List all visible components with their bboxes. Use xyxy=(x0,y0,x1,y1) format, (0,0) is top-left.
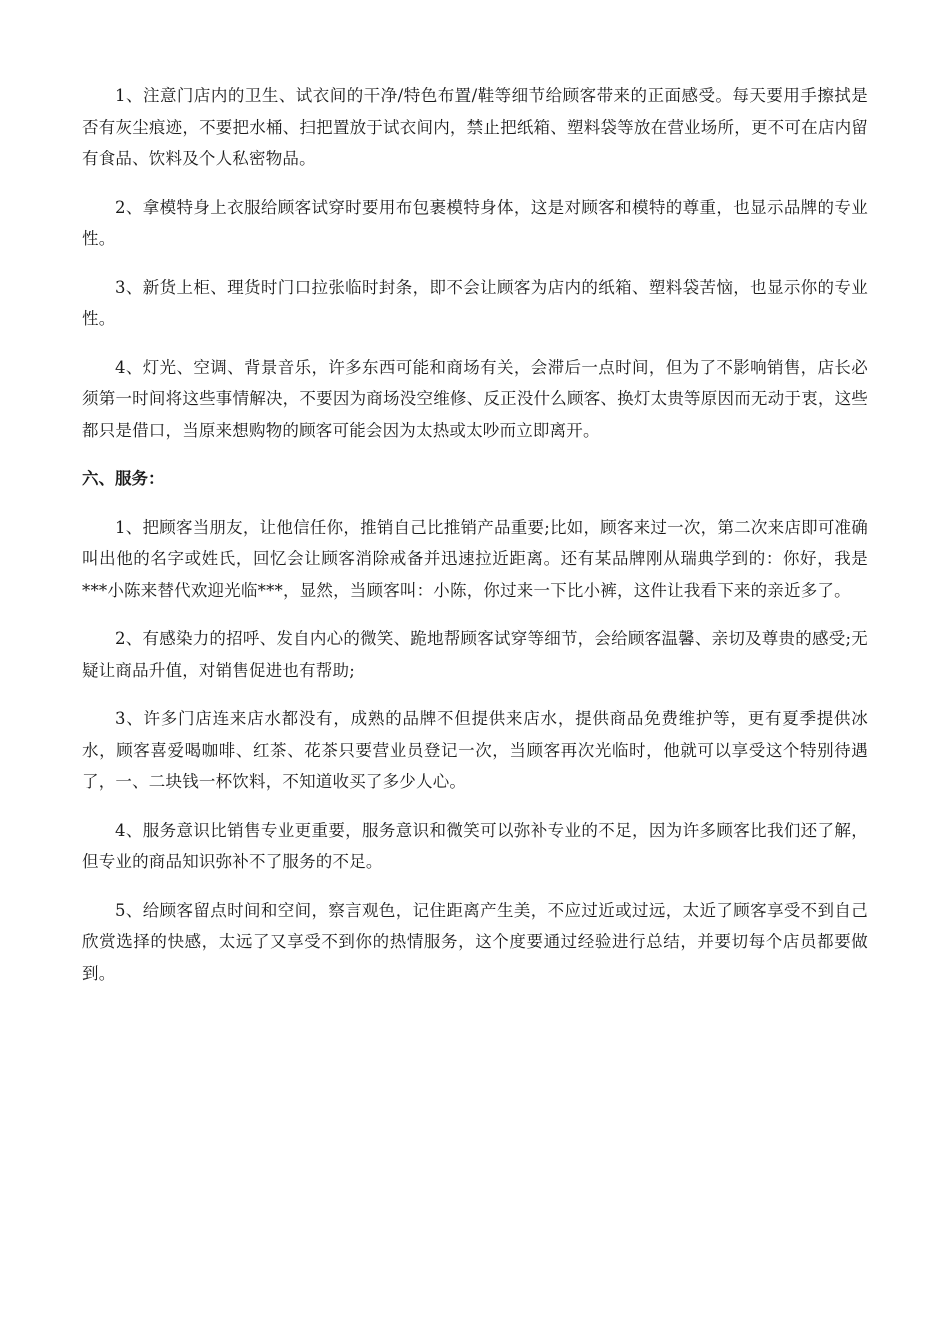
paragraph-6-2: 2、有感染力的招呼、发自内心的微笑、跪地帮顾客试穿等细节，会给顾客温馨、亲切及尊贵的感受;无疑让商品升值，对销售促进也有帮助; xyxy=(82,629,868,680)
paragraph-6-5: 5、给顾客留点时间和空间，察言观色，记住距离产生美，不应过近或过远，太近了顾客享受不到自己欣赏选择的快感，太远了又享受不到你的热情服务，这个度要通过经验进行总结，并要切每个店员都要做到。 xyxy=(82,900,868,983)
document-page xyxy=(82,80,868,1006)
paragraph-5-1: 1、注意门店内的卫生、试衣间的干净/特色布置/鞋等细节给顾客带来的正面感受。每天要用手擦拭是否有灰尘痕迹，不要把水桶、扫把置放于试衣间内，禁止把纸箱、塑料袋等放在营业场所，更不可在店内留有食品、饮料及个人私密物品。 xyxy=(82,86,868,168)
paragraph-5-4: 4、灯光、空调、背景音乐，许多东西可能和商场有关，会滞后一点时间，但为了不影响销售，店长必须第一时间将这些事情解决，不要因为商场没空维修、反正没什么顾客、换灯太贵等原因而无动于衷，这些都只是借口，当原来想购物的顾客可能会因为太热或太吵而立即离开。 xyxy=(82,357,868,440)
paragraph-5-3: 3、新货上柜、理货时门口拉张临时封条，即不会让顾客为店内的纸箱、塑料袋苦恼，也显示你的专业性。 xyxy=(82,277,868,328)
section-heading-service: 六、服务： xyxy=(82,469,165,488)
paragraph-6-3: 3、许多门店连来店水都没有，成熟的品牌不但提供来店水，提供商品免费维护等，更有夏季提供冰水，顾客喜爱喝咖啡、红茶、花茶只要营业员登记一次，当顾客再次光临时，他就可以享受这个特别待遇了，一、二块钱一杯饮料，不知道收买了多少人心。 xyxy=(82,709,868,791)
paragraph-6-1: 1、把顾客当朋友，让他信任你，推销自己比推销产品重要;比如，顾客来过一次，第二次来店即可准确叫出他的名字或姓氏，回忆会让顾客消除戒备并迅速拉近距离。还有某品牌刚从瑞典学到的：你好，我是***小陈来替代欢迎光临***，显然，当顾客叫：小陈，你过来一下比小裤，这件让我看下来的亲近多了。 xyxy=(82,517,868,600)
paragraph-5-2: 2、拿模特身上衣服给顾客试穿时要用布包裹模特身体，这是对顾客和模特的尊重，也显示品牌的专业性。 xyxy=(82,197,868,248)
paragraph-6-4: 4、服务意识比销售专业更重要，服务意识和微笑可以弥补专业的不足，因为许多顾客比我们还了解，但专业的商品知识弥补不了服务的不足。 xyxy=(82,820,868,871)
